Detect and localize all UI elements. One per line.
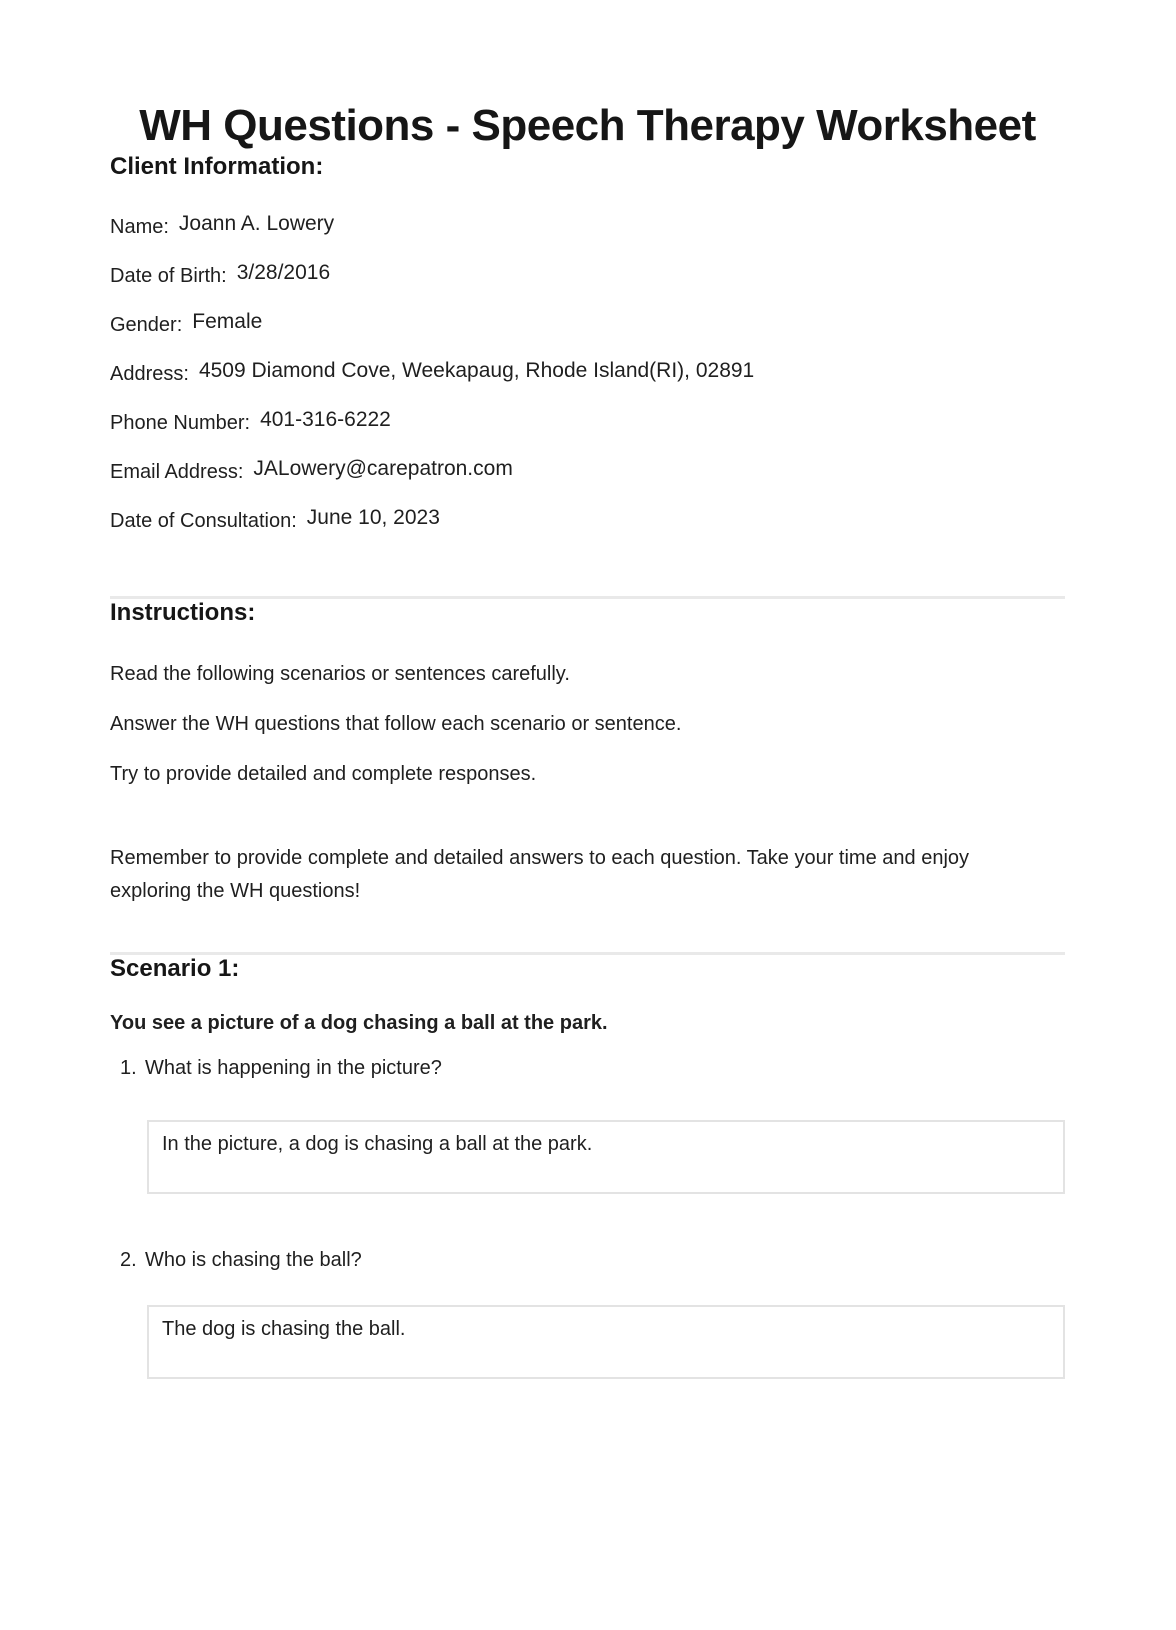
instructions-heading: Instructions: xyxy=(110,598,256,626)
question-2-number: 2. xyxy=(120,1248,137,1271)
email-address-value: JALowery@carepatron.com xyxy=(253,456,513,480)
address-value: 4509 Diamond Cove, Weekapaug, Rhode Island(RI), 02891 xyxy=(198,358,755,382)
field-row-phone-number xyxy=(110,407,1065,436)
name-value: Joann A. Lowery xyxy=(178,211,335,235)
question-1-number: 1. xyxy=(120,1056,137,1079)
scenario-1-heading: Scenario 1: xyxy=(110,954,240,982)
gender-value: Female xyxy=(192,309,263,333)
question-2-answer-text: The dog is chasing the ball. xyxy=(162,1317,406,1340)
question-2-text: Who is chasing the ball? xyxy=(145,1248,362,1271)
field-row-name xyxy=(110,211,1065,240)
scenario-1-section xyxy=(110,955,1065,1379)
question-1-answer-text: In the picture, a dog is chasing a ball at the park. xyxy=(162,1132,593,1155)
instruction-step: Try to provide detailed and complete responses. xyxy=(110,762,537,785)
instruction-step: Answer the WH questions that follow each scenario or sentence. xyxy=(110,712,682,735)
client-info-heading: Client Information: xyxy=(110,152,324,180)
date-of-birth-value: 3/28/2016 xyxy=(236,260,331,284)
phone-number-value: 401-316-6222 xyxy=(260,407,391,431)
page-title: WH Questions - Speech Therapy Worksheet xyxy=(139,101,1036,150)
date-of-birth-label: Date of Birth: xyxy=(110,264,227,287)
question-2-answer-input[interactable] xyxy=(147,1305,1065,1379)
phone-number-label: Phone Number: xyxy=(110,411,251,434)
question-2 xyxy=(110,1247,1065,1273)
client-info-section xyxy=(110,153,1065,534)
field-row-gender xyxy=(110,309,1065,338)
instruction-step: Read the following scenarios or sentences carefully. xyxy=(110,662,570,685)
date-of-consultation-value: June 10, 2023 xyxy=(306,505,440,529)
field-row-date-of-consultation xyxy=(110,505,1065,534)
date-of-consultation-label: Date of Consultation: xyxy=(110,509,297,532)
field-row-email-address xyxy=(110,456,1065,485)
name-label: Name: xyxy=(110,215,169,238)
question-1-answer-input[interactable] xyxy=(147,1120,1065,1194)
scenario-1-prompt: You see a picture of a dog chasing a ball at the park. xyxy=(110,1011,608,1034)
email-address-label: Email Address: xyxy=(110,460,244,483)
instructions-reminder: Remember to provide complete and detailed answers to each question. Take your time and enjoy exploring the WH questions! xyxy=(110,846,970,902)
field-row-address xyxy=(110,358,1065,387)
question-1 xyxy=(110,1055,1065,1081)
instructions-section xyxy=(110,599,1065,908)
question-1-text: What is happening in the picture? xyxy=(145,1056,442,1079)
address-label: Address: xyxy=(110,362,189,385)
field-row-date-of-birth xyxy=(110,260,1065,289)
gender-label: Gender: xyxy=(110,313,183,336)
